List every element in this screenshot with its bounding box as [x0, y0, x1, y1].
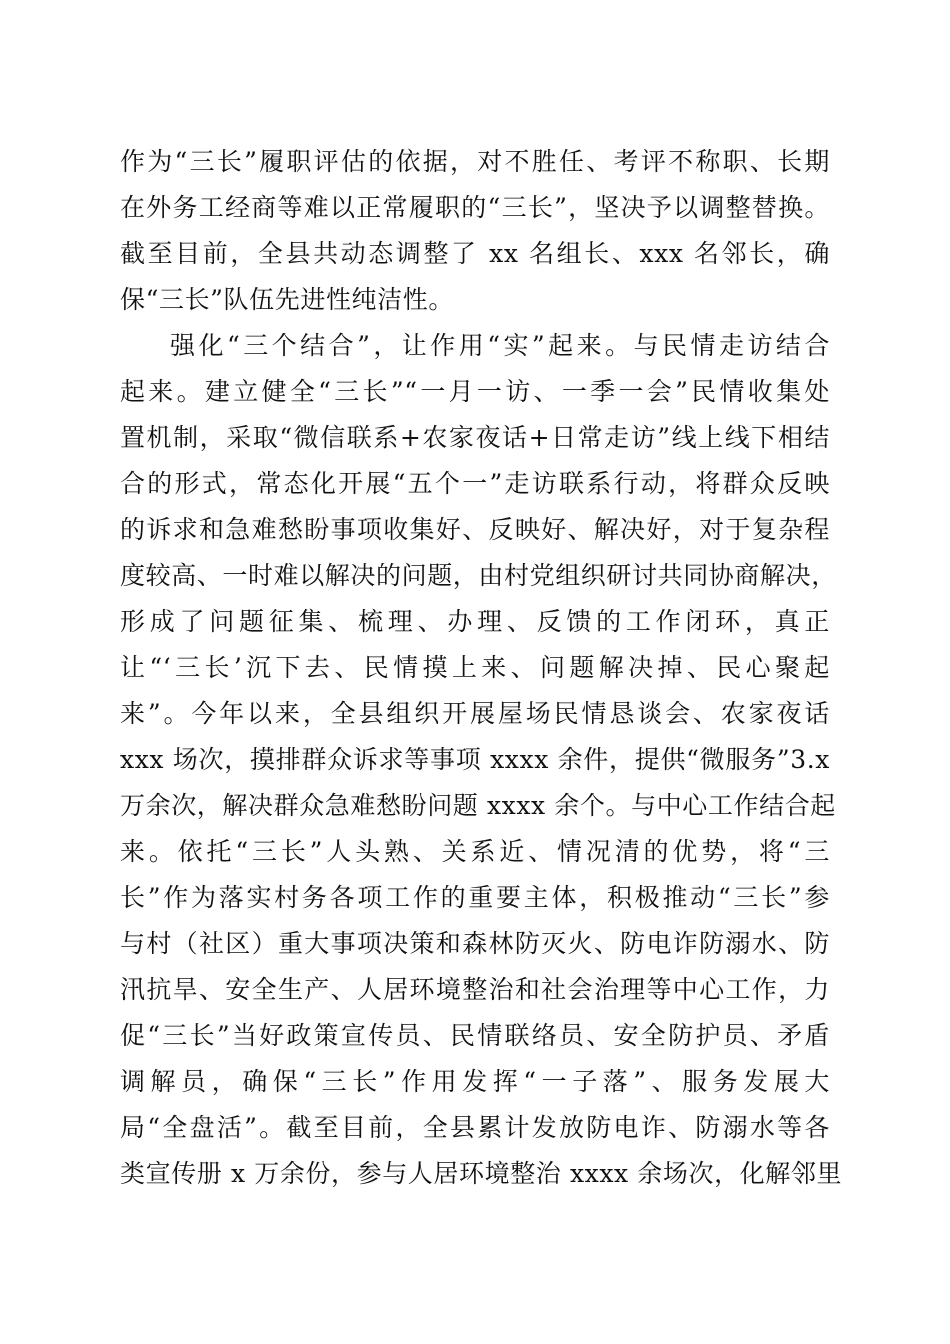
text-line: xxx 场次，摸排群众诉求等事项 xxxx 余件，提供“微服务”3.x	[120, 745, 830, 774]
text-line: 汛抗旱、安全生产、人居环境整治和社会治理等中心工作，力	[120, 975, 830, 1004]
text-line: 来”。今年以来，全县组织开展屋场民情恳谈会、农家夜话	[120, 699, 830, 728]
text-line: 的诉求和急难愁盼事项收集好、反映好、解决好，对于复杂程	[120, 515, 830, 544]
text-line: 来。依托“三长”人头熟、关系近、情况清的优势，将“三	[120, 837, 830, 866]
text-line: 置机制，采取“微信联系+农家夜话+日常走访”线上线下相结	[120, 423, 830, 452]
text-line: 促“三长”当好政策宣传员、民情联络员、安全防护员、矛盾	[120, 1021, 830, 1050]
text-line: 截至目前，全县共动态调整了 xx 名组长、xxx 名邻长，确	[120, 239, 830, 268]
text-line: 调解员，确保“三长”作用发挥“一子落”、服务发展大	[120, 1067, 830, 1096]
text-line: 与村（社区）重大事项决策和森林防灭火、防电诈防溺水、防	[120, 929, 830, 958]
text-line: 合的形式，常态化开展“五个一”走访联系行动，将群众反映	[120, 469, 830, 498]
text-line: 长”作为落实村务各项工作的重要主体，积极推动“三长”参	[120, 883, 830, 912]
text-line: 作为“三长”履职评估的依据，对不胜任、考评不称职、长期	[120, 147, 830, 176]
text-line: 类宣传册 x 万余份，参与人居环境整治 xxxx 余场次，化解邻里	[120, 1159, 843, 1188]
body-text	[120, 139, 843, 1197]
text-line: 局“全盘活”。截至目前，全县累计发放防电诈、防溺水等各	[120, 1113, 830, 1142]
text-line: 起来。建立健全“三长”“一月一访、一季一会”民情收集处	[120, 377, 830, 406]
paragraph-first-line: 强化“三个结合”，让作用“实”起来。与民情走访结合	[170, 331, 830, 360]
text-line: 度较高、一时难以解决的问题，由村党组织研讨共同协商解决，	[120, 561, 837, 590]
text-line: 万余次，解决群众急难愁盼问题 xxxx 余个。与中心工作结合起	[120, 791, 836, 820]
text-line: 在外务工经商等难以正常履职的“三长”，坚决予以调整替换。	[120, 193, 830, 222]
text-line: 形成了问题征集、梳理、办理、反馈的工作闭环，真正	[120, 607, 830, 636]
text-line: 让“‘三长’沉下去、民情摸上来、问题解决掉、民心聚起	[120, 653, 830, 682]
text-line: 保“三长”队伍先进性纯洁性。	[120, 285, 454, 314]
